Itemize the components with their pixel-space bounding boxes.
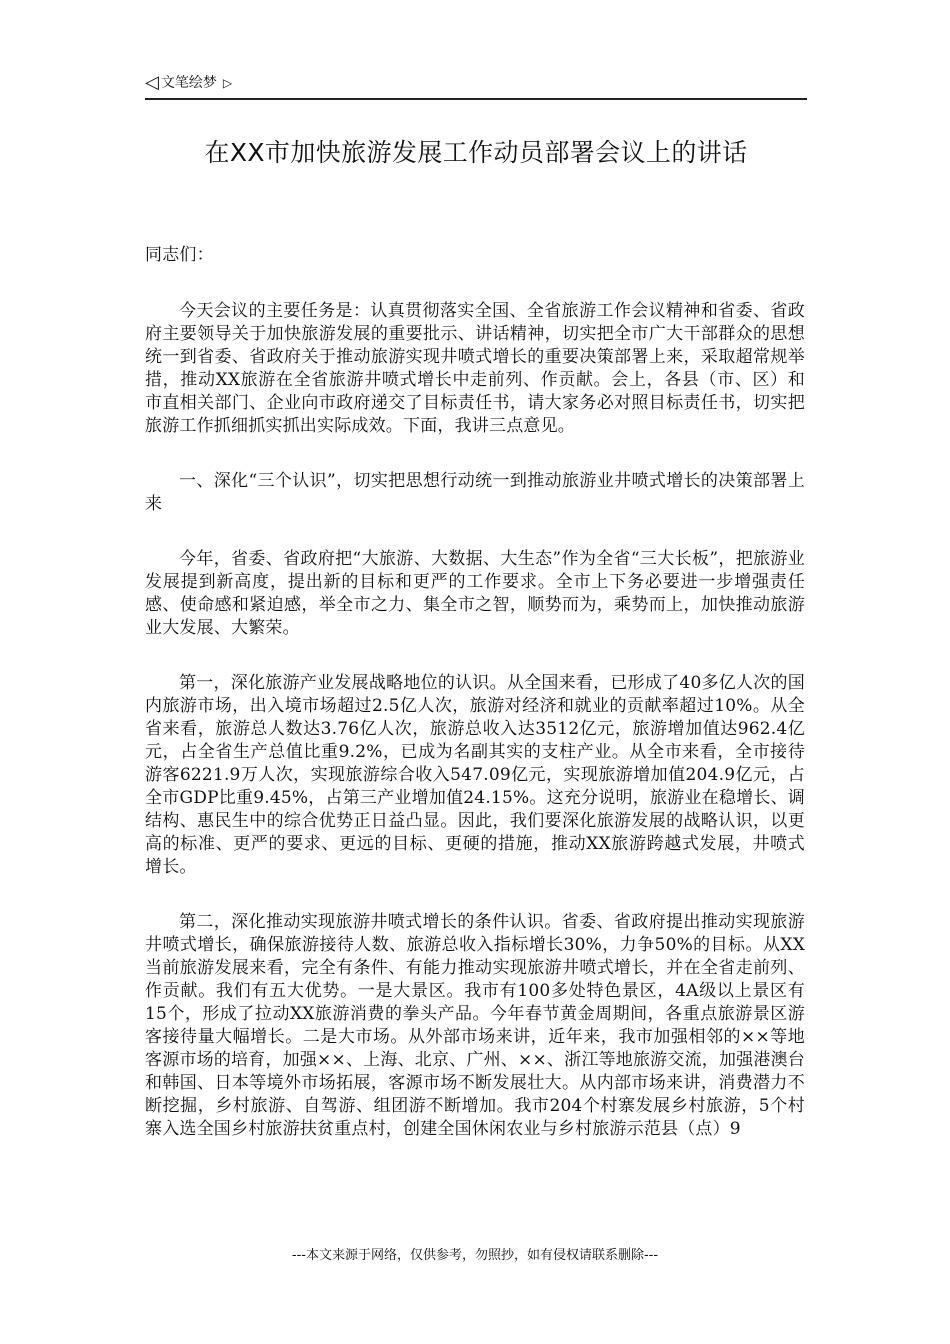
paragraph-section-one-intro: 今年，省委、省政府把“大旅游、大数据、大生态”作为全省“三大长板”，把旅游业发展提到新高度，提出新的目标和更严的工作要求。全市上下务必要进一步增强责任感、使命感和紧迫感，举全市之力、集全市之智，顺势而为，乘势而上，加快推动旅游业大发展、大繁荣。 (145, 549, 805, 638)
salutation: 同志们： (145, 245, 214, 265)
footer-disclaimer: ---本文来源于网络，仅供参考，勿照抄，如有侵权请联系删除--- (291, 1248, 659, 1263)
paragraph-first-point: 第一，深化旅游产业发展战略地位的认识。从全国来看，已形成了40多亿人次的国内旅游市场，出入境市场超过2.5亿人次，旅游对经济和就业的贡献率超过10%。从全省来看，旅游总人数达3.76亿人次，旅游总收入达3512亿元，旅游增加值达962.4亿元，占全省生产总值比重9.2%，已成为名副其实的支柱产业。从全市来看，全市接待游客6221.9万人次，实现旅游综合收入547.09亿元，实现旅游增加值204.9亿元，占全市GDP比重9.45%，占第三产业增加值24.15%。这充分说明，旅游业在稳增长、调结构、惠民生中的综合优势正日益凸显。因此，我们要深化旅游发展的战略认识，以更高的标准、更严的要求、更远的目标、更硬的措施，推动XX旅游跨越式发展，井喷式增长。 (145, 673, 805, 877)
section-heading-one: 一、深化“三个认识”，切实把思想行动统一到推动旅游业井喷式增长的决策部署上来 (145, 471, 805, 514)
paragraph-intro: 今天会议的主要任务是：认真贯彻落实全国、全省旅游工作会议精神和省委、省政府主要领导关于加快旅游发展的重要批示、讲话精神，切实把全市广大干部群众的思想统一到省委、省政府关于推动旅游实现井喷式增长的重要决策部署上来，采取超常规举措，推动XX旅游在全省旅游井喷式增长中走前列、作贡献。会上，各县（市、区）和市直相关部门、企业向市政府递交了目标责任书，请大家务必对照目标责任书，切实把旅游工作抓细抓实抓出实际成效。下面，我讲三点意见。 (145, 301, 805, 436)
document-title: 在XX市加快旅游发展工作动员部署会议上的讲话 (204, 138, 748, 167)
right-triangle-icon: ▷ (222, 76, 233, 90)
left-triangle-icon: ◁ (145, 72, 159, 93)
document-body (145, 244, 805, 1141)
page-header (145, 70, 807, 100)
paragraph-second-point: 第二，深化推动实现旅游井喷式增长的条件认识。省委、省政府提出推动实现旅游井喷式增长，确保旅游接待人数、旅游总收入指标增长30%，力争50%的目标。从XX当前旅游发展来看，完全有条件、有能力推动实现旅游井喷式增长，并在全省走前列、作贡献。我们有五大优势。一是大景区。我市有100多处特色景区，4A级以上景区有15个，形成了拉动XX旅游消费的拳头产品。今年春节黄金周期间，各重点旅游景区游客接待量大幅增长。二是大市场。从外部市场来讲，近年来，我市加强相邻的××等地客源市场的培育，加强××、上海、北京、广州、××、浙江等地旅游交流，加强港澳台和韩国、日本等境外市场拓展，客源市场不断发展壮大。从内部市场来讲，消费潜力不断挖掘，乡村旅游、自驾游、组团游不断增加。我市204个村寨发展乡村旅游，5个村寨入选全国乡村旅游扶贫重点村，创建全国休闲农业与乡村旅游示范县（点）9 (145, 912, 805, 1139)
brand-label: 文笔绘梦 (160, 75, 217, 91)
